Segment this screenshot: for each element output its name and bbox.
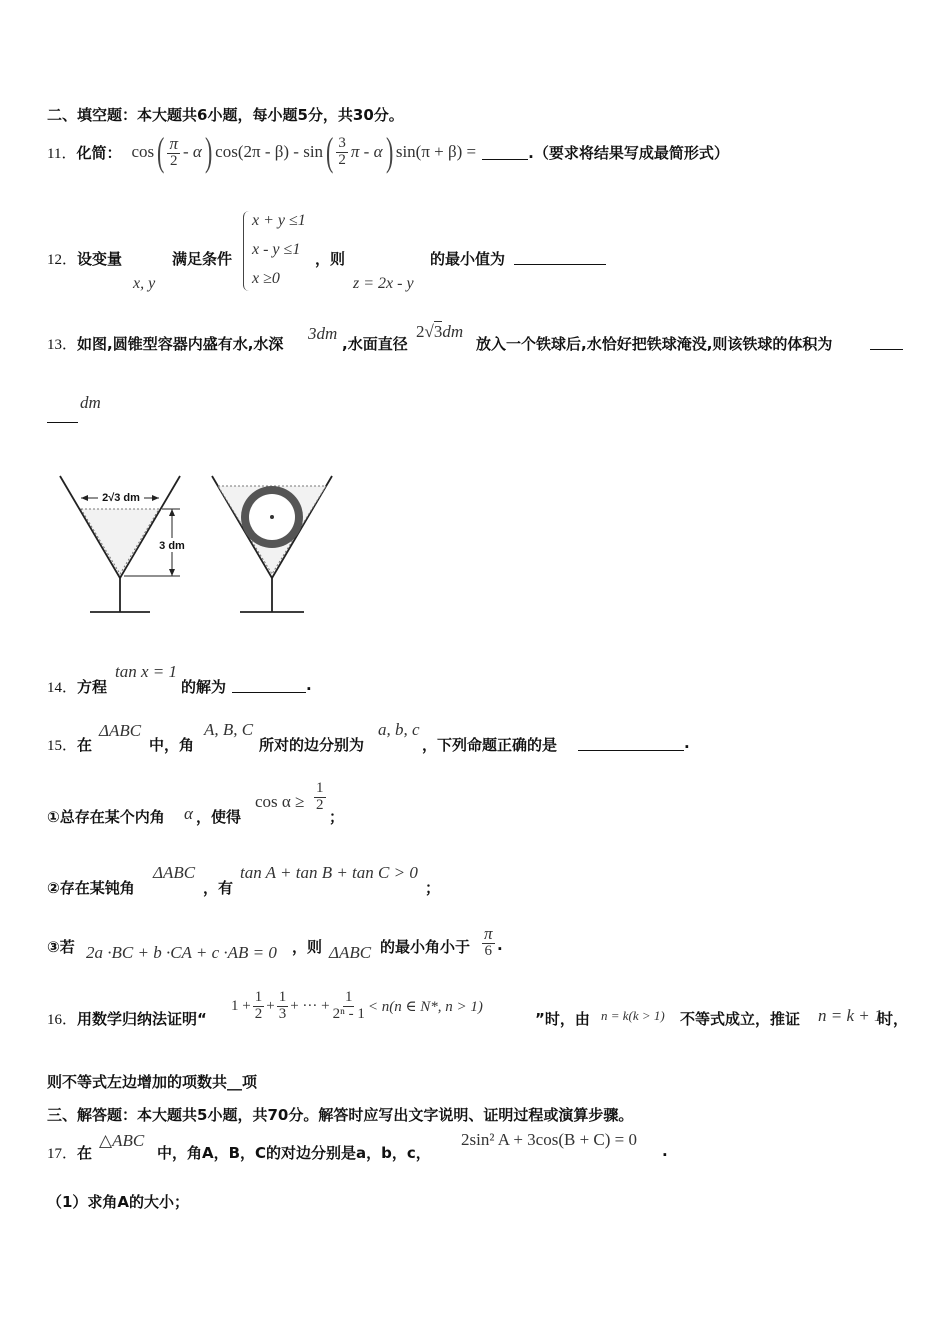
question-prefix: 在 <box>77 736 93 754</box>
option-3-text: ③若 <box>47 938 75 956</box>
question-text: 中，角A，B，C的对边分别是a，b，c， <box>157 1144 431 1162</box>
water-region <box>81 509 159 574</box>
induction-expression: 1 + $\frac{1}{2}$ + $\frac{1}{3}$ + ··· + $\frac{1}{\text{2ⁿ - 1}}$ < n(n ∈ N*, n > 1) <box>231 988 483 1022</box>
question-number: 15． <box>47 738 78 754</box>
fraction: $\frac{3}{2}$ <box>338 134 346 168</box>
option-1-mid: ，使得 <box>196 808 242 826</box>
fraction: $\frac{1}{3}$ <box>278 988 287 1022</box>
then-text: ，则 <box>315 250 346 268</box>
question-text: 不等式成立，推证 <box>680 1010 801 1028</box>
question-text: 如图,圆锥型容器内盛有水,水深 <box>77 335 284 353</box>
math-expr: sin(π + β) = <box>395 142 477 161</box>
paren-right: ) <box>204 129 213 174</box>
answer-blank[interactable] <box>514 250 606 265</box>
math-expr: π - α <box>350 142 383 161</box>
question-suffix: 的最小值为 <box>430 250 506 268</box>
question-number: 14． <box>47 680 78 696</box>
sides: a, b, c <box>378 720 420 739</box>
semicolon: ； <box>425 879 441 897</box>
question-11 <box>47 128 729 176</box>
question-number: 13． <box>47 337 78 353</box>
depth-value: 3dm <box>308 324 338 343</box>
option-2-expr: tan A + tan B + tan C > 0 <box>240 863 418 882</box>
fraction: $\frac{1}{2}$ <box>254 988 263 1022</box>
math-expr: - α <box>183 142 202 161</box>
question-14 <box>47 676 107 697</box>
section-3-heading: 三、解答题：本大题共5小题，共70分。解答时应写出文字说明、证明过程或演算步骤。 <box>47 1106 634 1124</box>
equation: 2sin² A + 3cos(B + C) = 0 <box>461 1130 638 1149</box>
triangle-symbol: ΔABC <box>99 721 142 740</box>
question-suffix: .（要求将结果写成最简形式） <box>528 143 729 162</box>
period: . <box>306 676 312 694</box>
question-prefix: 化简： <box>76 143 122 162</box>
condition-2: n = k + 1 <box>818 1006 883 1025</box>
diameter-value: 2√3dm <box>416 322 464 341</box>
question-prefix: 在 <box>77 1144 93 1162</box>
equation: tan x = 1 <box>115 662 177 681</box>
question-16-line2: 则不等式左边增加的项数共__项 <box>47 1073 258 1091</box>
period: . <box>662 1142 668 1160</box>
question-text: ,水面直径 <box>342 335 408 353</box>
period: . <box>497 936 503 954</box>
question-text: 放入一个铁球后,水恰好把铁球淹没,则该铁球的体积为 <box>476 335 833 353</box>
triangle-symbol: ΔABC <box>153 863 196 882</box>
answer-blank[interactable] <box>47 408 78 423</box>
question-12 <box>47 248 122 269</box>
fraction: $\frac{\pi}{6}$ <box>484 924 493 959</box>
answer-blank[interactable] <box>232 678 306 693</box>
constraint-2: x - y ≤1 <box>252 241 301 258</box>
option-3-expr: 2a ·BC + b ·CA + c ·AB = 0 <box>86 943 277 962</box>
question-prefix: 用数学归纳法证明“ <box>77 1010 207 1028</box>
arrow-head <box>169 569 175 576</box>
question-text: 中，角 <box>149 736 195 754</box>
sqrt-sign: √ <box>424 322 434 341</box>
question-text: ”时，由 <box>535 1010 590 1028</box>
fraction: $\frac{1}{\text{2ⁿ - 1}}$ <box>332 988 365 1022</box>
variables: x, y <box>133 275 156 292</box>
answer-blank[interactable] <box>870 335 903 350</box>
option-1-text: ①总存在某个内角 <box>47 808 165 826</box>
constraint-3: x ≥0 <box>252 270 280 287</box>
answer-blank[interactable] <box>482 145 528 160</box>
option-2-mid: ，有 <box>203 879 234 897</box>
paren-right: ) <box>385 129 393 174</box>
semicolon: ； <box>329 808 345 826</box>
answer-blank[interactable] <box>578 736 684 751</box>
question-number: 16． <box>47 1012 78 1028</box>
cone-figure <box>50 470 350 620</box>
question-number: 12． <box>47 252 78 268</box>
condition-1: n = k(k > 1) <box>601 1008 665 1023</box>
option-2-text: ②存在某钝角 <box>47 879 135 897</box>
math-expr: cos <box>131 142 155 161</box>
arrow-head <box>81 495 88 501</box>
paren-left: ( <box>157 129 165 174</box>
question-suffix: 的解为 <box>181 678 227 696</box>
arrow-head <box>152 495 159 501</box>
option-3-mid2: 的最小角小于 <box>380 938 471 956</box>
part-1: （1）求角A的大小； <box>47 1193 190 1211</box>
system-brace <box>243 211 250 291</box>
width-label: 2√3 dm <box>102 492 140 504</box>
target-expr: z = 2x - y <box>353 275 414 292</box>
question-suffix: ，下列命题正确的是 <box>422 736 558 754</box>
paren-left: ( <box>326 129 334 174</box>
unit-label: dm <box>80 393 101 412</box>
question-number: 17． <box>47 1146 78 1162</box>
ball-center <box>270 515 274 519</box>
alpha-symbol: α <box>184 804 193 823</box>
question-text: 所对的边分别为 <box>259 736 365 754</box>
question-17 <box>47 1142 92 1163</box>
option-3-mid: ，则 <box>292 938 323 956</box>
fraction: $\frac{1}{2}$ <box>316 780 324 813</box>
option-1-expr: cos α ≥ <box>255 792 305 811</box>
constraint-1: x + y ≤1 <box>252 212 306 229</box>
arrow-head <box>169 509 175 516</box>
triangle-symbol: ΔABC <box>329 943 372 962</box>
question-16 <box>47 1008 207 1029</box>
question-number: 11． <box>47 145 77 162</box>
period: . <box>684 734 690 752</box>
question-15 <box>47 734 92 755</box>
question-prefix: 方程 <box>77 678 108 696</box>
question-text: 时， <box>878 1010 909 1028</box>
fraction: $\frac{\pi}{2}$ <box>169 133 178 169</box>
angles: A, B, C <box>204 720 254 739</box>
question-13 <box>47 333 283 354</box>
depth-label: 3 dm <box>159 540 185 552</box>
condition-label: 满足条件 <box>172 250 233 268</box>
question-prefix: 设变量 <box>77 250 123 268</box>
triangle-symbol: △ABC <box>99 1131 145 1150</box>
section-2-heading: 二、填空题：本大题共6小题，每小题5分，共30分。 <box>47 106 404 124</box>
math-expr: cos(2π - β) - sin <box>215 142 324 161</box>
